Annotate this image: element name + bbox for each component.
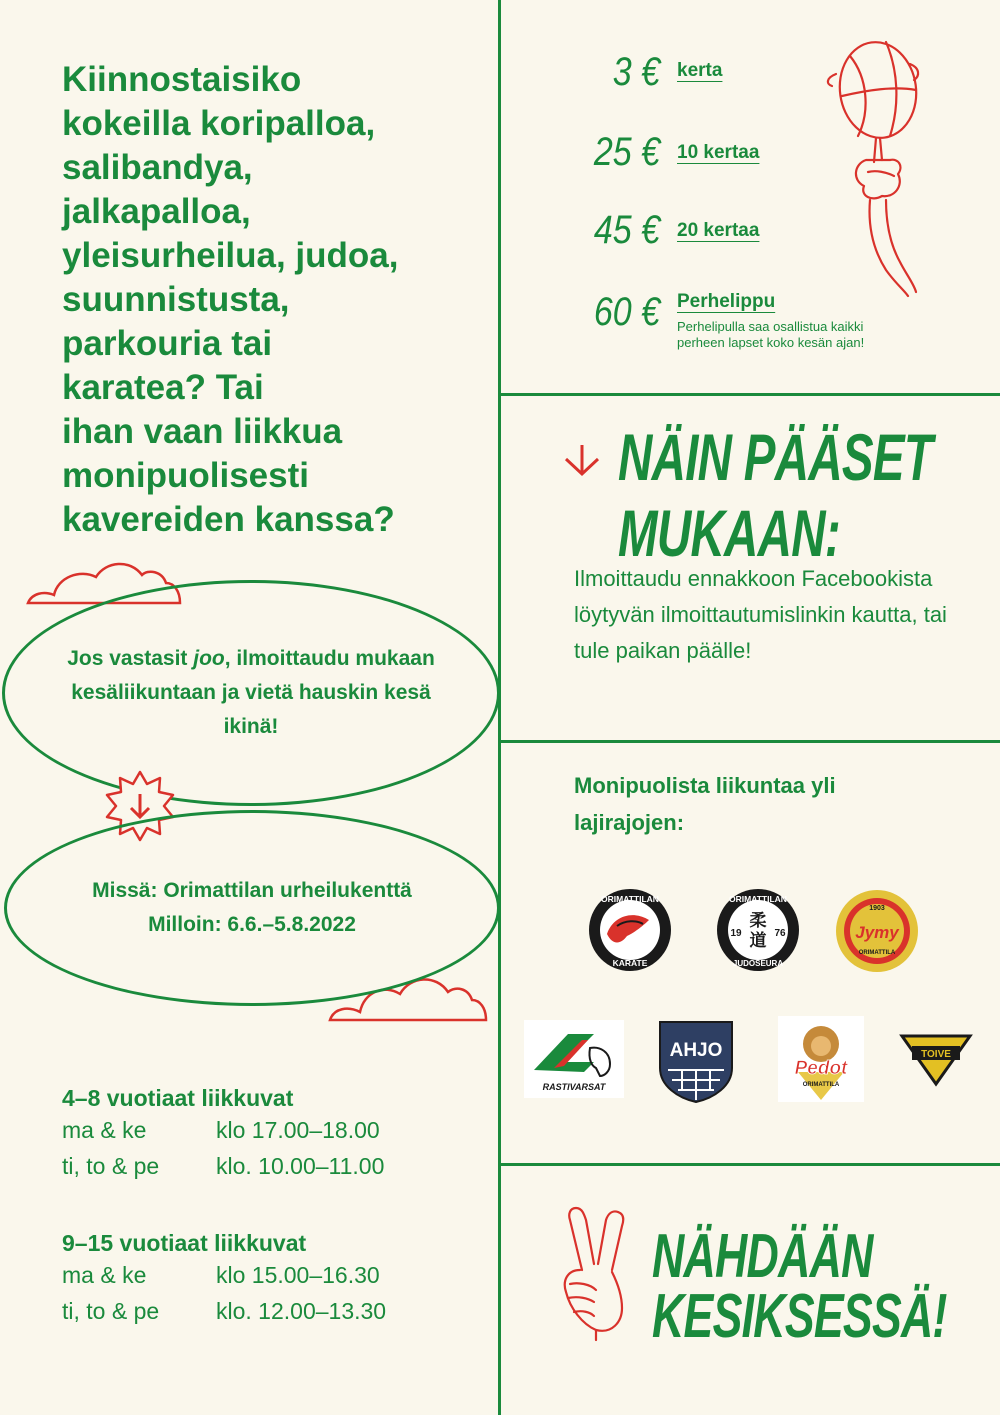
- judo-club-logo: [712, 886, 804, 974]
- join-heading-line: MUKAAN:: [618, 496, 840, 570]
- speech-bubble-signup: [2, 580, 500, 806]
- ahjo-logo-text: AHJO: [669, 1040, 723, 1061]
- svg-text:柔: 柔: [749, 911, 767, 930]
- date-line: Milloin: 6.6.–5.8.2022: [148, 913, 356, 936]
- schedule-group-older: [62, 1230, 482, 1329]
- closing-heading-line: KESIKSESSÄ!: [652, 1282, 947, 1351]
- speech-bubble-when-where: [4, 810, 500, 1006]
- schedule-days: ma & ke: [62, 1261, 147, 1288]
- intro-line: karatea? Tai: [62, 368, 264, 407]
- schedule-time: klo 15.00–16.30: [216, 1261, 380, 1288]
- judo-logo-bottom-text: JUDOSEURA: [732, 959, 784, 968]
- price-label: kerta: [677, 60, 723, 81]
- price-label: 10 kertaa: [677, 142, 760, 163]
- toive-logo-text: TOIVE: [921, 1049, 951, 1060]
- clubs-heading: Monipuolista liikuntaa yli lajirajojen:: [574, 773, 836, 835]
- vertical-divider: [498, 0, 501, 1415]
- intro-line: monipuolisesti: [62, 456, 309, 495]
- jymy-club-logo: [834, 888, 920, 974]
- karate-club-logo: [583, 886, 677, 974]
- divider-prices: [500, 393, 1000, 396]
- jymy-logo-town: ORIMATTILA: [858, 950, 896, 956]
- price-label: 20 kertaa: [677, 220, 760, 241]
- join-heading: [618, 420, 949, 576]
- rastivarsat-logo-text: RASTIVARSAT: [542, 1082, 606, 1092]
- signup-invitation: Jos vastasit joo, ilmoittaudu mukaan kesäliikuntaan ja vietä hauskin kesä ikinä!: [67, 647, 435, 738]
- schedule-days: ti, to & pe: [62, 1297, 160, 1324]
- ahjo-club-logo: [656, 1018, 736, 1104]
- toive-club-logo: [898, 1030, 974, 1088]
- intro-line: salibandya,: [62, 148, 253, 187]
- intro-line: Kiinnostaisiko: [62, 60, 302, 99]
- divider-clubs: [500, 1163, 1000, 1166]
- when-where-text: [92, 874, 412, 942]
- jymy-logo-year: 1903: [869, 905, 885, 912]
- karate-logo-bottom-text: KARATE: [612, 958, 648, 968]
- intro-line: jalkapalloa,: [62, 192, 251, 231]
- family-ticket-note: Perhelipulla saa osallistua kaikki perheen lapset koko kesän ajan!: [677, 319, 865, 350]
- intro-question: [62, 58, 482, 542]
- price-amount: 25 €: [593, 130, 660, 174]
- schedule-days: ti, to & pe: [62, 1152, 160, 1179]
- price-label: Perhelippu: [677, 291, 776, 312]
- schedule-time: klo 17.00–18.00: [216, 1116, 380, 1143]
- schedule-row: [62, 1293, 482, 1329]
- closing-heading-line: NÄHDÄÄN: [652, 1222, 873, 1291]
- pedot-club-logo: [778, 1016, 864, 1102]
- intro-line: kavereiden kanssa?: [62, 500, 395, 539]
- schedule-title: 9–15 vuotiaat liikkuvat: [62, 1230, 307, 1256]
- jymy-logo-name: Jymy: [855, 923, 899, 942]
- intro-line: parkouria tai: [62, 324, 273, 363]
- closing-heading: [652, 1222, 983, 1351]
- judo-logo-top-text: ORIMATTILAN: [729, 894, 787, 904]
- price-amount: 45 €: [593, 208, 660, 252]
- schedule-time: klo. 12.00–13.30: [216, 1297, 387, 1324]
- schedule-row: [62, 1112, 482, 1148]
- schedule-row: [62, 1257, 482, 1293]
- judo-logo-year-part: 76: [774, 928, 786, 939]
- basketball-finger-icon: [824, 34, 924, 304]
- judo-logo-year-part: 19: [730, 928, 742, 939]
- schedule-days: ma & ke: [62, 1116, 147, 1143]
- schedule-row: [62, 1148, 482, 1184]
- schedule-time: klo. 10.00–11.00: [216, 1152, 385, 1179]
- price-amount: 3 €: [612, 50, 660, 94]
- join-instructions: Ilmoittaudu ennakkoon Facebookista löytyvän ilmoittautumislinkin kautta, tai tule paikan päälle!: [574, 566, 947, 663]
- price-amount: 60 €: [593, 290, 660, 334]
- intro-line: kokeilla koripalloa,: [62, 104, 376, 143]
- pedot-logo-subtext: ORIMATTILA: [802, 1082, 840, 1088]
- location-line: Missä: Orimattilan urheilukenttä: [92, 879, 412, 902]
- pedot-logo-text: Pedot: [794, 1058, 848, 1079]
- arrow-down-icon: [560, 442, 604, 478]
- schedule-title: 4–8 vuotiaat liikkuvat: [62, 1085, 294, 1111]
- rastivarsat-club-logo: [524, 1020, 624, 1098]
- divider-join: [500, 740, 1000, 743]
- schedule-group-young: [62, 1085, 482, 1184]
- svg-text:道: 道: [749, 931, 767, 950]
- intro-line: ihan vaan liikkua: [62, 412, 343, 451]
- peace-hand-icon: [556, 1204, 632, 1342]
- intro-line: yleisurheilua, judoa,: [62, 236, 399, 275]
- intro-line: suunnistusta,: [62, 280, 290, 319]
- join-heading-line: NÄIN PÄÄSET: [618, 420, 933, 494]
- karate-logo-top-text: ORIMATTILAN: [601, 894, 659, 904]
